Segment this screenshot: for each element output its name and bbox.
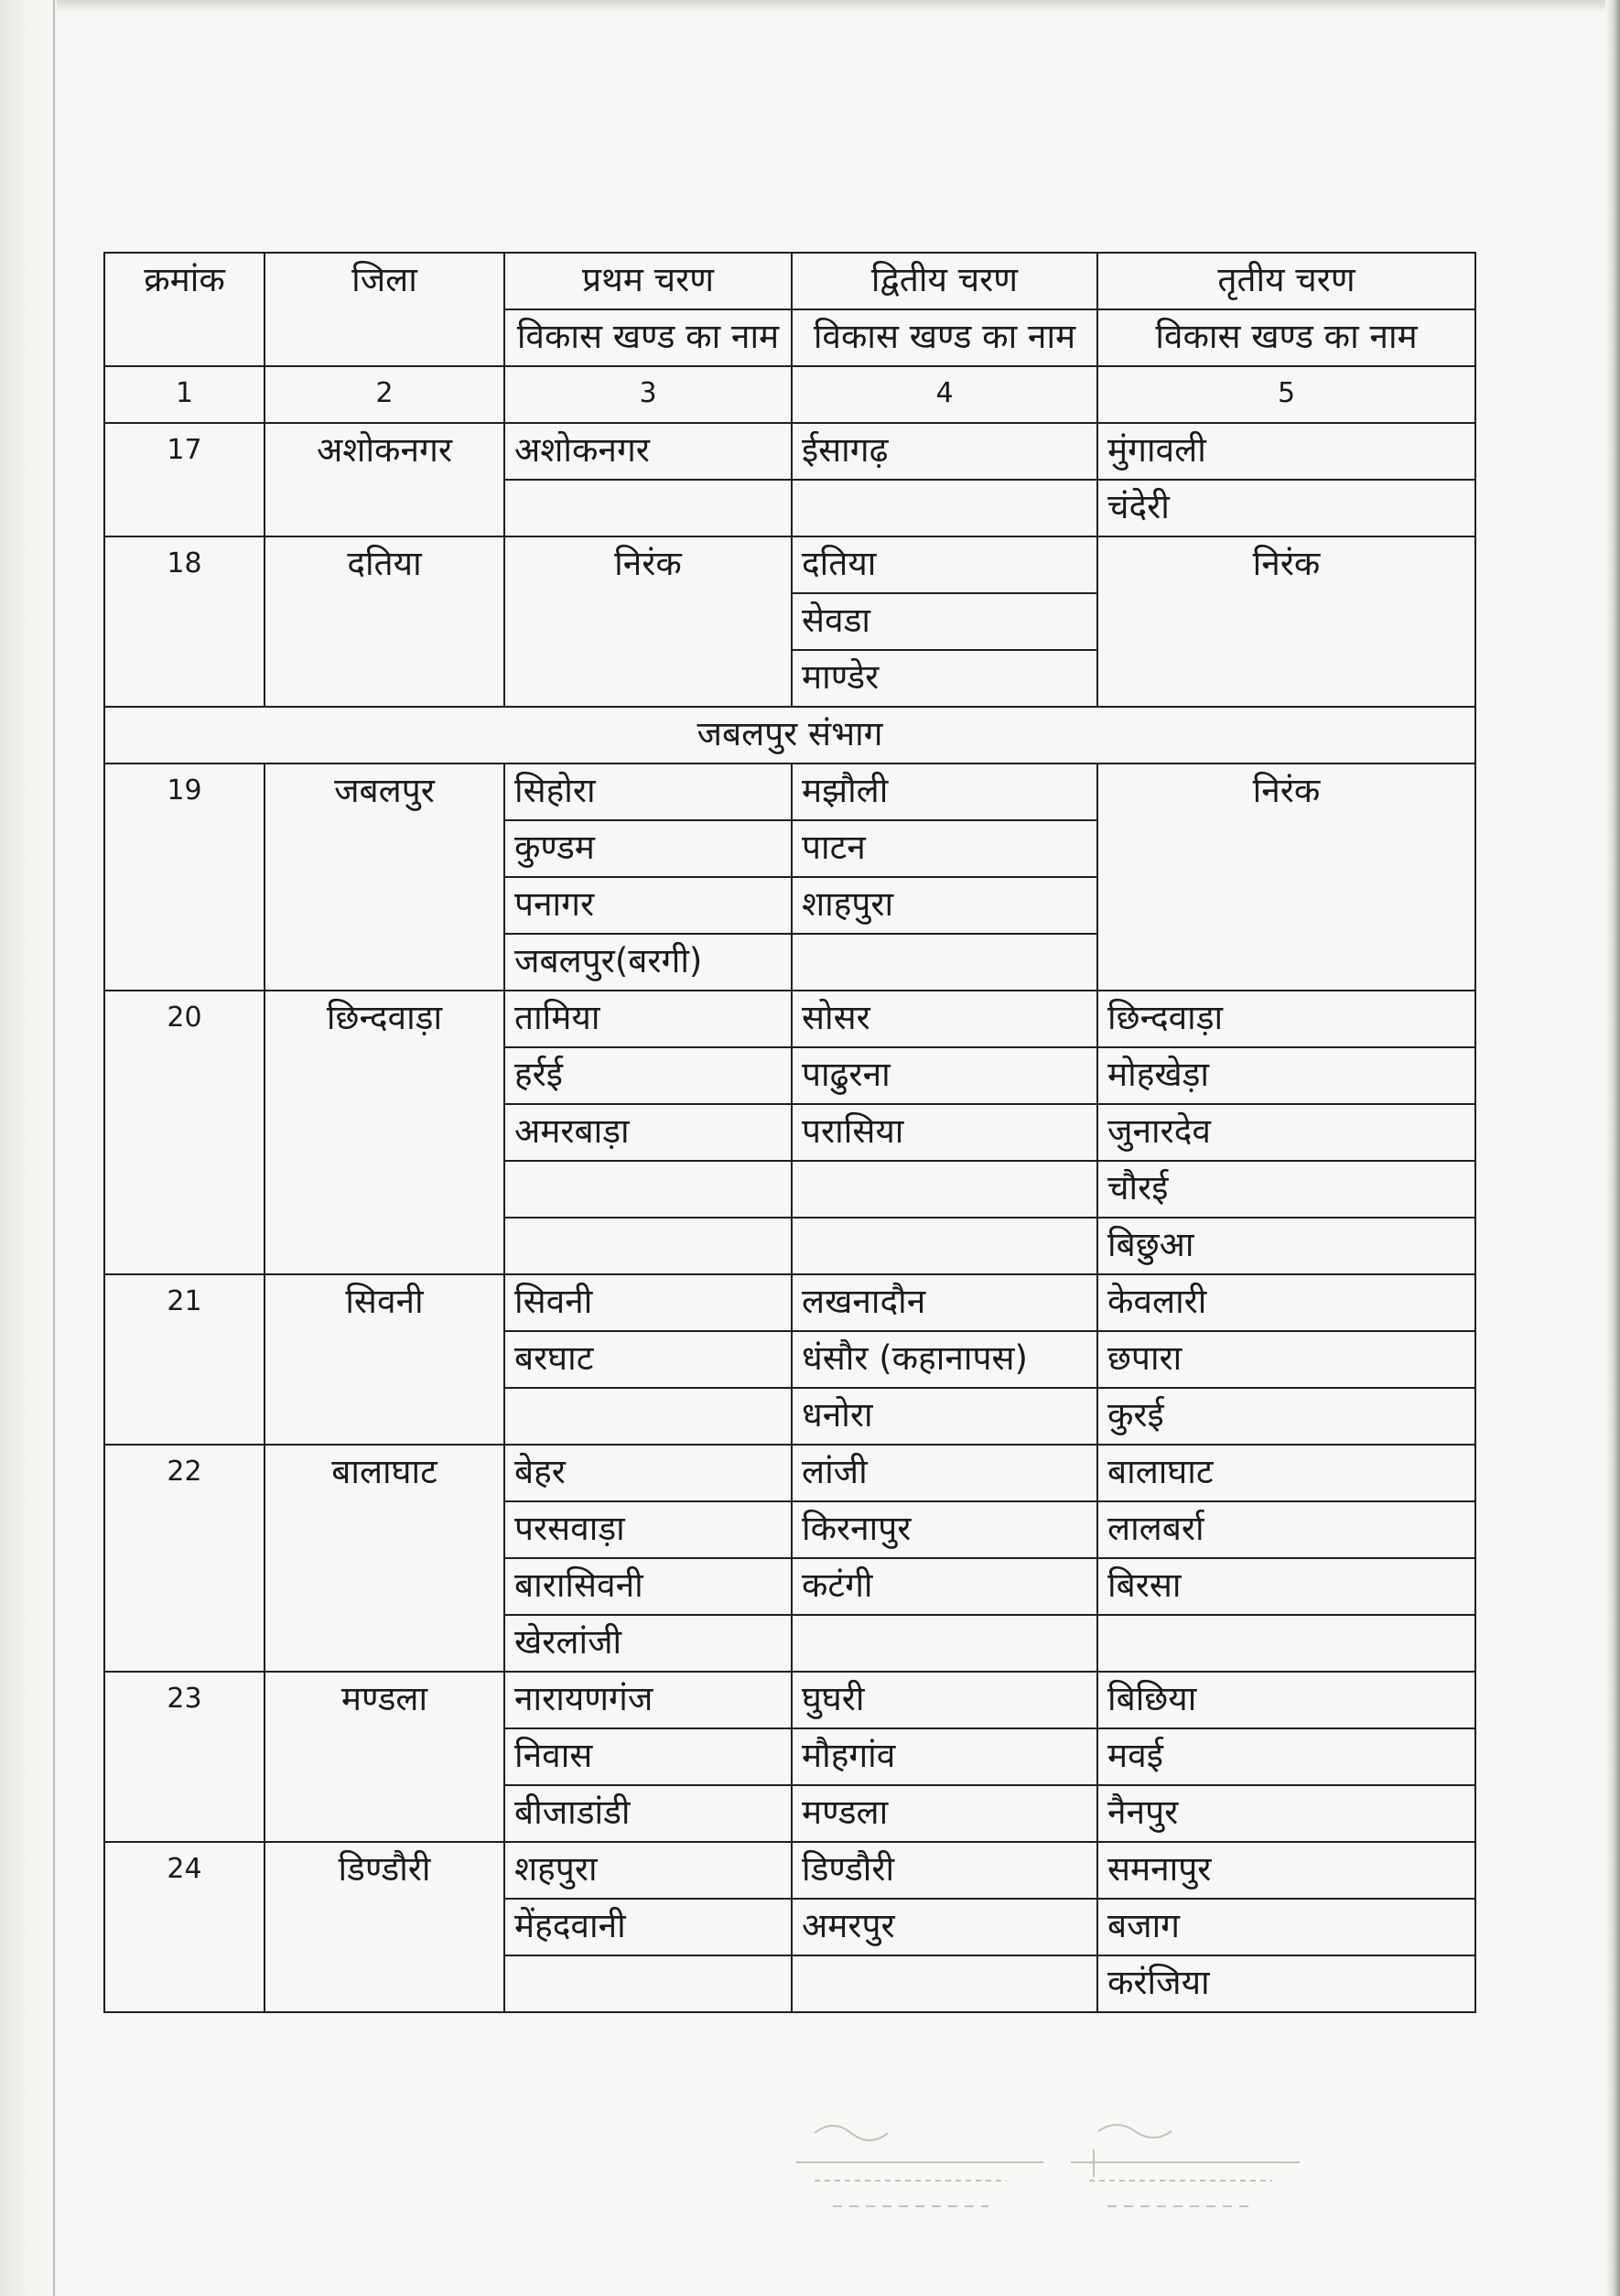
phase2-block: पाढुरना: [792, 1047, 1097, 1104]
phase2-block: [792, 934, 1097, 991]
phase2-block: कटंगी: [792, 1558, 1097, 1615]
phase1-block: [504, 1218, 792, 1274]
table-row: [104, 1672, 1475, 1728]
development-block-table: [103, 252, 1476, 2013]
phase1-block: कुण्डम: [504, 820, 792, 877]
phase3-block: बालाघाट: [1097, 1445, 1475, 1501]
phase2-block: माण्डेर: [792, 650, 1097, 707]
phase1-block: [504, 480, 792, 536]
phase2-block: धंसौर (कहानापस): [792, 1331, 1097, 1388]
table-row: [104, 1842, 1475, 1899]
phase1-block: [504, 1955, 792, 2012]
serial-cell: 20: [104, 991, 265, 1274]
phase3-block: समनापुर: [1097, 1842, 1475, 1899]
table-row: [104, 536, 1475, 593]
district-cell: बालाघाट: [265, 1445, 504, 1672]
column-number-row: [104, 366, 1475, 423]
header-block-name-3: विकास खण्ड का नाम: [1097, 309, 1475, 366]
phase3-block: जुनारदेव: [1097, 1104, 1475, 1161]
phase1-block: बीजाडांडी: [504, 1785, 792, 1842]
column-number: 2: [265, 366, 504, 423]
phase2-block: लांजी: [792, 1445, 1097, 1501]
phase2-block: [792, 480, 1097, 536]
phase1-block: खेरलांजी: [504, 1615, 792, 1672]
phase3-nil: निरंक: [1097, 764, 1475, 991]
phase1-block: जबलपुर(बरगी): [504, 934, 792, 991]
header-block-name-1: विकास खण्ड का नाम: [504, 309, 792, 366]
phase2-block: डिण्डौरी: [792, 1842, 1097, 1899]
column-number: 4: [792, 366, 1097, 423]
header-row-phases: [104, 253, 1475, 309]
phase3-block: मुंगावली: [1097, 423, 1475, 480]
phase3-block: कुरई: [1097, 1388, 1475, 1445]
phase2-block: [792, 1218, 1097, 1274]
phase2-block: [792, 1615, 1097, 1672]
phase2-block: धनोरा: [792, 1388, 1097, 1445]
table-row: [104, 991, 1475, 1047]
division-heading-row: [104, 707, 1475, 764]
phase2-block: मौहगांव: [792, 1728, 1097, 1785]
serial-cell: 19: [104, 764, 265, 991]
phase3-block: बिछुआ: [1097, 1218, 1475, 1274]
header-serial: क्रमांक: [104, 253, 265, 366]
phase1-block: मेंहदवानी: [504, 1899, 792, 1955]
phase2-block: पाटन: [792, 820, 1097, 877]
phase1-block: नारायणगंज: [504, 1672, 792, 1728]
district-cell: जबलपुर: [265, 764, 504, 991]
district-cell: छिन्दवाड़ा: [265, 991, 504, 1274]
phase3-block: नैनपुर: [1097, 1785, 1475, 1842]
phase1-block: शहपुरा: [504, 1842, 792, 1899]
column-number: 5: [1097, 366, 1475, 423]
phase2-block: मण्डला: [792, 1785, 1097, 1842]
serial-cell: 18: [104, 536, 265, 707]
column-number: 1: [104, 366, 265, 423]
table-row: [104, 423, 1475, 480]
phase1-block: हर्रई: [504, 1047, 792, 1104]
district-cell: सिवनी: [265, 1274, 504, 1445]
phase1-block: अमरबाड़ा: [504, 1104, 792, 1161]
phase1-block: बेहर: [504, 1445, 792, 1501]
phase2-block: दतिया: [792, 536, 1097, 593]
phase1-block: सिवनी: [504, 1274, 792, 1331]
phase1-block: बरघाट: [504, 1331, 792, 1388]
phase2-block: [792, 1955, 1097, 2012]
phase2-block: [792, 1161, 1097, 1218]
phase2-block: किरनापुर: [792, 1501, 1097, 1558]
header-block-name-2: विकास खण्ड का नाम: [792, 309, 1097, 366]
scan-edge-left: [0, 0, 57, 2296]
phase3-block: चौरई: [1097, 1161, 1475, 1218]
scan-edge-right: [1605, 0, 1620, 2296]
phase1-block: बारासिवनी: [504, 1558, 792, 1615]
phase2-block: लखनादौन: [792, 1274, 1097, 1331]
phase3-block: बिरसा: [1097, 1558, 1475, 1615]
phase1-block: [504, 1161, 792, 1218]
faded-signature-stamp: [778, 2106, 1309, 2225]
serial-cell: 22: [104, 1445, 265, 1672]
table-row: [104, 764, 1475, 820]
phase1-nil: निरंक: [504, 536, 792, 707]
phase1-block: [504, 1388, 792, 1445]
phase3-block: केवलारी: [1097, 1274, 1475, 1331]
phase2-block: सेवडा: [792, 593, 1097, 650]
serial-cell: 21: [104, 1274, 265, 1445]
division-heading: जबलपुर संभाग: [104, 707, 1475, 764]
header-phase-1: प्रथम चरण: [504, 253, 792, 309]
scan-edge-top: [0, 0, 1620, 13]
phase2-block: परासिया: [792, 1104, 1097, 1161]
phase3-block: बिछिया: [1097, 1672, 1475, 1728]
phase3-block: छपारा: [1097, 1331, 1475, 1388]
phase2-block: घुघरी: [792, 1672, 1097, 1728]
phase3-block: बजाग: [1097, 1899, 1475, 1955]
phase2-block: शाहपुरा: [792, 877, 1097, 934]
header-phase-2: द्वितीय चरण: [792, 253, 1097, 309]
phase1-block: निवास: [504, 1728, 792, 1785]
scan-margin-line: [53, 0, 55, 2296]
header-phase-3: तृतीय चरण: [1097, 253, 1475, 309]
serial-cell: 24: [104, 1842, 265, 2012]
phase1-block: अशोकनगर: [504, 423, 792, 480]
phase3-block: [1097, 1615, 1475, 1672]
column-number: 3: [504, 366, 792, 423]
phase2-block: अमरपुर: [792, 1899, 1097, 1955]
phase3-nil: निरंक: [1097, 536, 1475, 707]
phase1-block: सिहोरा: [504, 764, 792, 820]
header-district: जिला: [265, 253, 504, 366]
phase3-block: मवई: [1097, 1728, 1475, 1785]
district-cell: मण्डला: [265, 1672, 504, 1842]
phase2-block: सोसर: [792, 991, 1097, 1047]
phase3-block: मोहखेड़ा: [1097, 1047, 1475, 1104]
phase3-block: लालबर्रा: [1097, 1501, 1475, 1558]
serial-cell: 17: [104, 423, 265, 536]
table-row: [104, 1274, 1475, 1331]
table-row: [104, 1445, 1475, 1501]
district-cell: दतिया: [265, 536, 504, 707]
phase3-block: चंदेरी: [1097, 480, 1475, 536]
serial-cell: 23: [104, 1672, 265, 1842]
phase1-block: परसवाड़ा: [504, 1501, 792, 1558]
phase3-block: करंजिया: [1097, 1955, 1475, 2012]
district-cell: डिण्डौरी: [265, 1842, 504, 2012]
phase3-block: छिन्दवाड़ा: [1097, 991, 1475, 1047]
phase2-block: ईसागढ़: [792, 423, 1097, 480]
phase1-block: पनागर: [504, 877, 792, 934]
phase1-block: तामिया: [504, 991, 792, 1047]
phase2-block: मझौली: [792, 764, 1097, 820]
district-cell: अशोकनगर: [265, 423, 504, 536]
